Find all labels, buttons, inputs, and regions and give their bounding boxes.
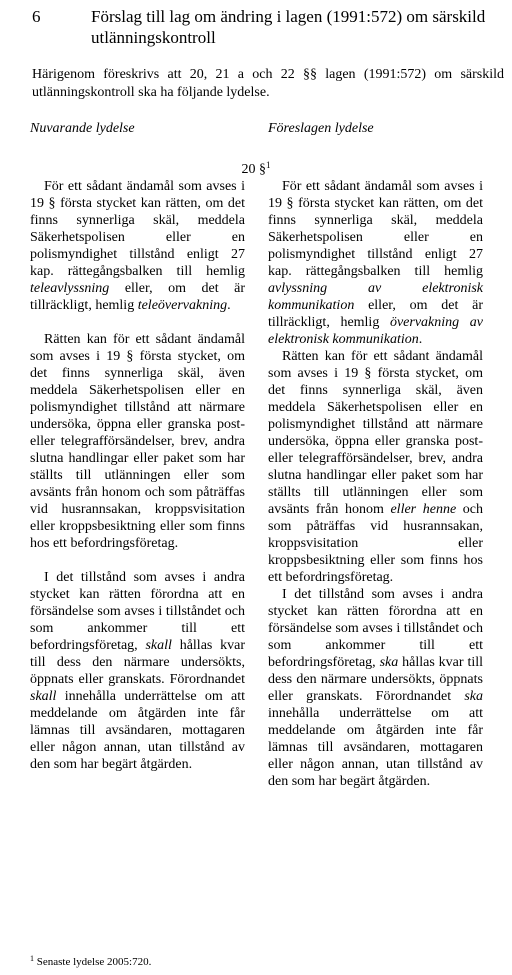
footnote-reference: 1 (266, 160, 271, 170)
current-paragraph-3: I det tillstånd som avses i andra stycket kan rätten förordna att en försändelse som avses i tillståndet och som ankommer till ett befordringsföretag, skall hållas kvar till dess den närmare undersökts, öppnats eller granskats. Förordnandet skall innehålla underrättelse om att meddelande om åtgärden inte får lämnas till avsändaren, mottagaren eller någon annan, utan tillstånd av den som har begärt åtgärden. (30, 570, 246, 772)
current-text-column (30, 178, 245, 773)
footnote (30, 952, 151, 969)
bill-title: Förslag till lag om ändring i lagen (1991:572) om särskild utlänningskontroll (91, 7, 486, 47)
proposed-paragraph-2: Rätten kan för ett sådant ändamål som avses i 19 § första stycket, om det finns synnerliga skäl, även meddela Säkerhetspolisen eller en polismyndighet tillstånd att närmare undersöka, öppna eller granska post- eller telegrafförsändelser, brev, andra slutna handlingar eller paket som har ställts till utlänningen eller som avsänts från honom eller henne och som påträffas vid husrannsakan, kroppsvisitation eller kroppsbesiktning eller som finns hos ett befordringsföretag. (268, 349, 483, 585)
proposed-paragraph-3: I det tillstånd som avses i andra stycket kan rätten förordna att en försändelse som avses i tillståndet och som ankommer till ett befordringsföretag, ska hållas kvar till dess den närmare undersökts, öppnats eller granskats. Förordnandet ska innehålla underrättelse om att meddelande om åtgärden inte får lämnas till avsändaren, mottagaren eller någon annan, utan tillstånd av den som har begärt åtgärden. (268, 587, 483, 789)
current-paragraph-2: Rätten kan för ett sådant ändamål som avses i 19 § första stycket, om det finns synnerliga skäl, även meddela Säkerhetspolisen eller en polismyndighet tillstånd att närmare undersöka, öppna eller granska post- eller telegrafförsändelser, brev, andra slutna handlingar eller paket som har ställts till utlänningen eller som avsänts från honom och som påträffas vid husrannsakan, kroppsvisitation eller kroppsbesiktning eller som finns hos ett befordringsföretag. (30, 332, 245, 551)
footnote-mark: 1 (30, 954, 34, 963)
section-label: 20 § (241, 162, 266, 177)
proposed-version-label: Föreslagen lydelse (268, 121, 374, 136)
footnote-text: Senaste lydelse 2005:720. (36, 956, 152, 968)
current-paragraph-1: För ett sådant ändamål som avses i 19 § första stycket kan rätten, om det finns synnerliga skäl, meddela Säkerhetspolisen eller en polismyndighet tillstånd enligt 27 kap. rättegångsbalken till hemlig teleavlyssning eller, om det är tillräckligt, hemlig teleövervakning. (30, 179, 245, 313)
current-version-label: Nuvarande lydelse (30, 121, 135, 136)
proposed-text-column (268, 178, 483, 790)
bill-number: 6 (32, 7, 41, 26)
section-heading (0, 156, 512, 179)
intro-paragraph: Härigenom föreskrivs att 20, 21 a och 22 §§ lagen (1991:572) om särskild utlänningskontroll ska ha följande lydelse. (32, 67, 504, 100)
proposed-paragraph-1: För ett sådant ändamål som avses i 19 § första stycket kan rätten, om det finns synnerliga skäl, meddela Säkerhetspolisen eller en polismyndighet tillstånd enligt 27 kap. rättegångsbalken till hemlig avlyssning av elektronisk kommunikation eller, om det är tillräckligt, hemlig övervakning av elektronisk kommunikation. (268, 179, 483, 347)
